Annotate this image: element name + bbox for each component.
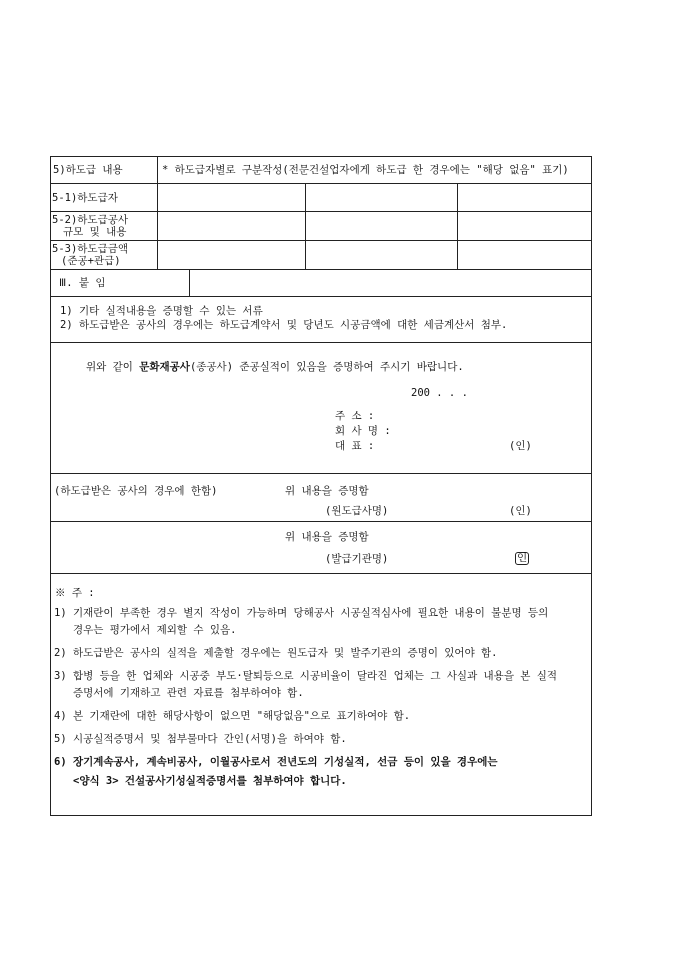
subcontract-amount-label: 5-3)하도급금액 [52, 243, 129, 255]
address-label: 주 소 : [335, 410, 375, 422]
note-item: 2) 하도급받은 공사의 실적을 제출할 경우에는 원도급자 및 발주기관의 증명이 있어야 함. [54, 647, 498, 659]
date-field[interactable]: 200 . . . [411, 387, 468, 399]
subcontract-amount-cell-1[interactable] [158, 241, 305, 269]
attachments-list-row [51, 297, 591, 343]
representative-label: 대 표 : [335, 440, 375, 452]
issuer-seal-stamp: 인 [517, 552, 528, 564]
certificate-form [50, 156, 592, 816]
subcontract-case-note: (하도급받은 공사의 경우에 한함) [54, 485, 218, 497]
note-item: 1) 기재란이 부족한 경우 별지 작성이 가능하며 당해공사 시공실적심사에 필요한 내용이 불분명 등의 [54, 607, 549, 619]
subcontract-scope-label-sub: 규모 및 내용 [63, 226, 127, 238]
issuer-cert-block [51, 522, 591, 574]
attachments-title: Ⅲ. 붙 임 [59, 277, 106, 289]
note-item-cont: 증명서에 기재하고 관련 자료를 첨부하여야 함. [73, 687, 304, 699]
subcontract-scope-cell-3[interactable] [458, 212, 592, 240]
subcontract-scope-label: 5-2)하도급공사 [52, 214, 129, 226]
subcontract-cert-block [51, 474, 591, 522]
note-item: 5) 시공실적증명서 및 첨부물마다 간인(서명)을 하여야 함. [54, 733, 347, 745]
subcontract-header-label: 5)하도급 내용 [53, 164, 123, 176]
request-sentence: 위와 같이 문화재공사(종공사) 준공실적이 있음을 증명하여 주시기 바랍니다. [86, 361, 464, 373]
issuer-name: (발급기관명) [325, 553, 389, 565]
subcontractor-row [51, 184, 591, 212]
subcontract-header-row [51, 157, 591, 184]
attachment-item: 1) 기타 실적내용을 증명할 수 있는 서류 [60, 305, 263, 317]
subcontract-header-note: * 하도급자별로 구분작성(전문건설업자에게 하도급 한 경우에는 "해당 없음" 표기) [162, 164, 569, 176]
subcontractor-label: 5-1)하도급자 [52, 192, 118, 204]
prime-contractor-seal: (인) [509, 505, 532, 517]
subcontract-scope-cell-1[interactable] [158, 212, 305, 240]
subcontract-cert-statement: 위 내용을 증명함 [285, 485, 369, 497]
note-item-bold: 6) 장기계속공사, 계속비공사, 이월공사로서 전년도의 기성실적, 선금 등이 있을 경우에는 [54, 756, 498, 768]
company-name-label: 회 사 명 : [335, 425, 391, 437]
note-item-bold-cont: <양식 3> 건설공사기성실적증명서를 첨부하여야 합니다. [73, 775, 347, 787]
notes-title: ※ 주 : [55, 587, 95, 599]
subcontractor-cell-3[interactable] [458, 184, 592, 211]
notes-block [51, 574, 591, 815]
subcontract-amount-cell-3[interactable] [458, 241, 592, 269]
subcontract-amount-row [51, 241, 591, 270]
prime-contractor-name: (원도급사명) [325, 505, 389, 517]
representative-seal: (인) [509, 440, 532, 452]
issuer-cert-statement: 위 내용을 증명함 [285, 531, 369, 543]
note-item: 4) 본 기재란에 대한 해당사항이 없으면 "해당없음"으로 표기하여야 함. [54, 710, 411, 722]
subcontract-scope-row [51, 212, 591, 241]
subcontract-scope-cell-2[interactable] [306, 212, 457, 240]
subcontract-amount-cell-2[interactable] [306, 241, 457, 269]
note-item-cont: 경우는 평가에서 제외할 수 있음. [73, 624, 237, 636]
work-type-text: 문화재공사 [139, 361, 190, 373]
attachment-item: 2) 하도급받은 공사의 경우에는 하도급계약서 및 당년도 시공금액에 대한 세금계산서 첨부. [60, 319, 508, 331]
request-block [51, 343, 591, 474]
subcontractor-cell-2[interactable] [306, 184, 457, 211]
subcontract-amount-label-sub: (준공+관급) [61, 255, 121, 267]
note-item: 3) 합병 등을 한 업체와 시공중 부도·탈퇴등으로 시공비율이 달라진 업체는 그 사실과 내용을 본 실적 [54, 670, 558, 682]
attachments-title-row [51, 270, 591, 297]
subcontractor-cell-1[interactable] [158, 184, 305, 211]
